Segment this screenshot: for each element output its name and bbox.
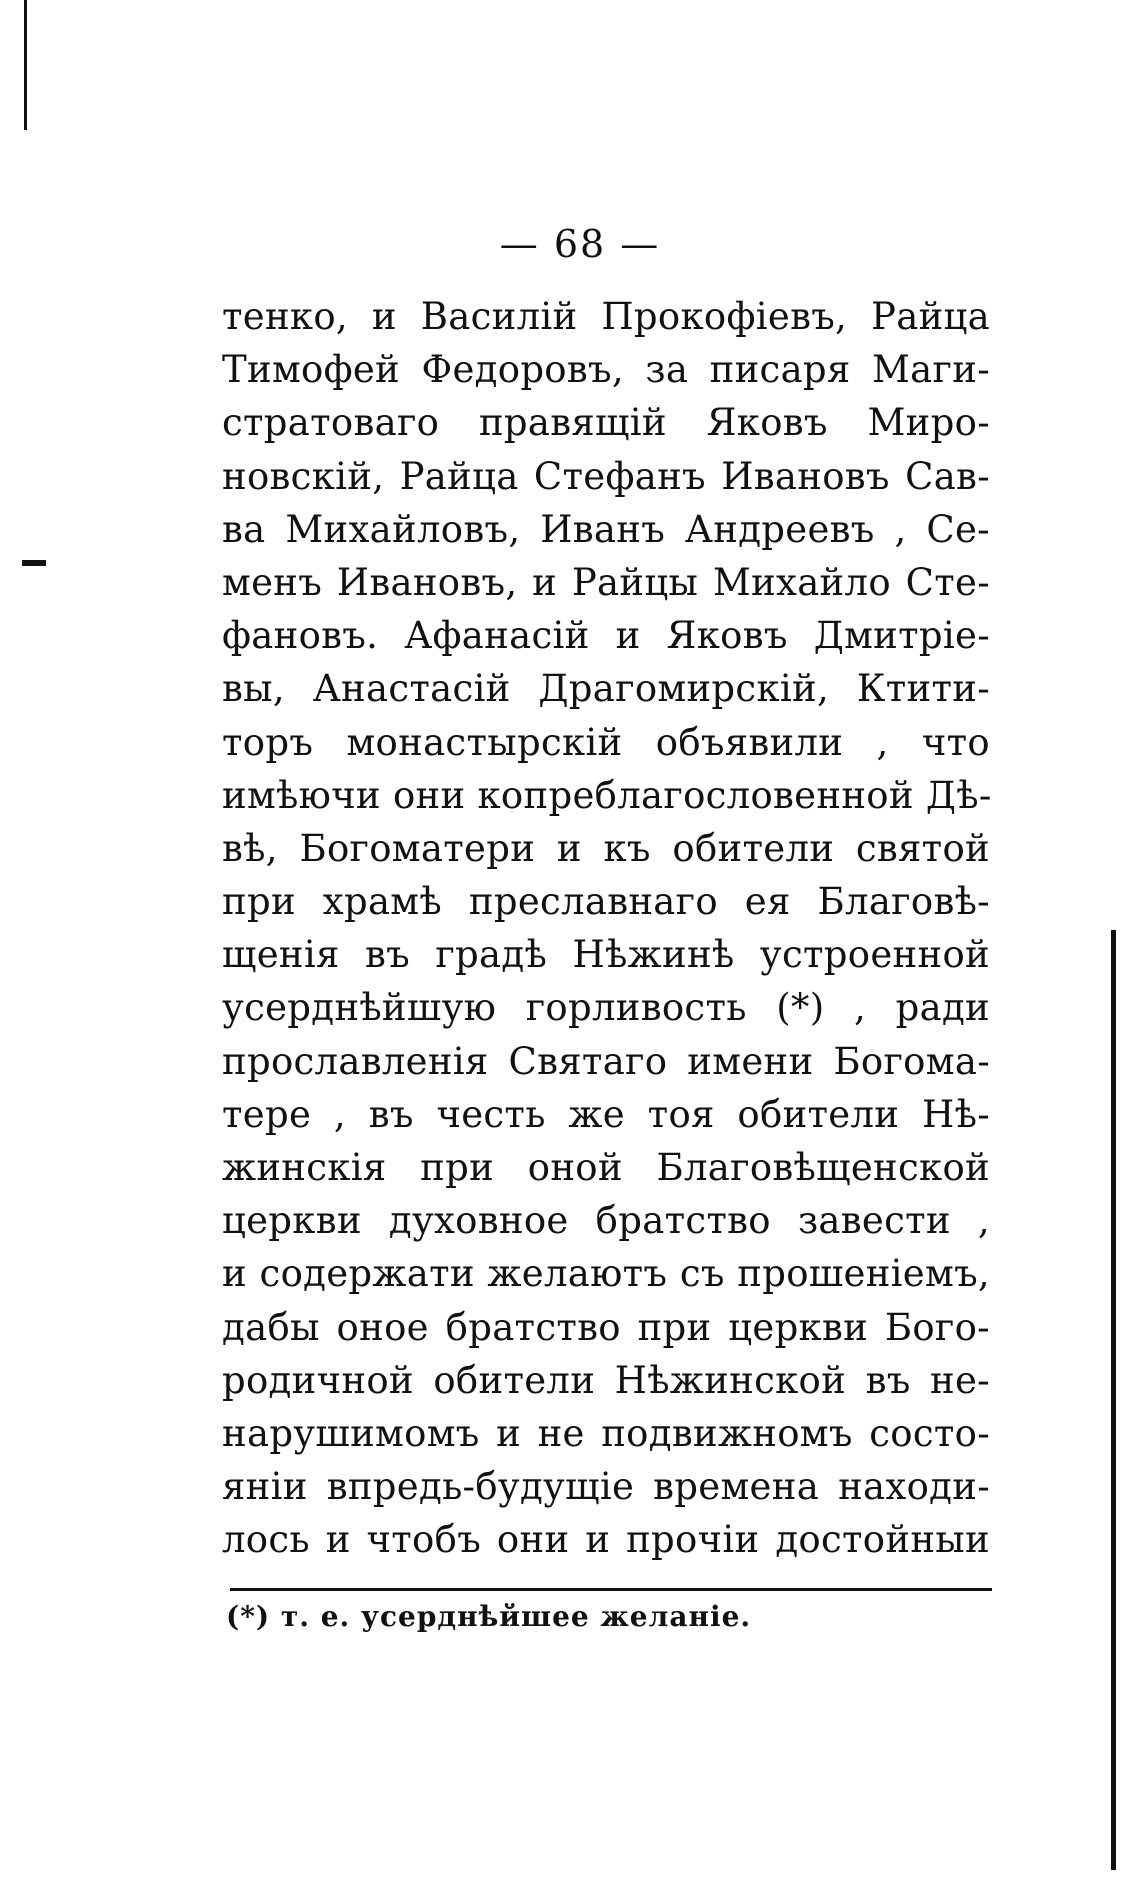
text-line: тере , въ честь же тоя обители Нѣ- (222, 1092, 990, 1136)
scan-edge-mark (1111, 930, 1116, 1870)
text-line: церкви духовное братство завести , (222, 1199, 990, 1243)
text-line: и содержати желаютъ съ прошеніемъ, (222, 1252, 990, 1296)
text-line: нарушимомъ и не подвижномъ состо- (222, 1411, 990, 1455)
text-line: вѣ, Богоматери и къ обители святой (222, 826, 990, 870)
text-line: при храмѣ преславнаго ея Благовѣ- (222, 880, 990, 924)
text-line: имѣючи они копреблагословенной Дѣ- (222, 773, 992, 817)
text-line: фановъ. Афанасій и Яковъ Дмитріе- (222, 614, 990, 658)
scan-edge-mark (24, 0, 27, 130)
text-line: стратоваго правящій Яковъ Миро- (222, 401, 990, 445)
scan-dash-mark (22, 560, 46, 566)
page-number: — 68 — (499, 222, 661, 266)
text-line: усерднѣйшую горливость (*) , ради (222, 986, 990, 1030)
text-line: торъ монастырскій объявили , что (222, 720, 990, 764)
text-line: щенія въ градѣ Нѣжинѣ устроенной (222, 933, 990, 977)
text-line: родичной обители Нѣжинской въ не- (222, 1358, 990, 1402)
text-line: новскій, Райца Стефанъ Ивановъ Сав- (222, 454, 990, 498)
text-line: вы, Анастасій Драгомирскій, Ктити- (222, 667, 990, 711)
text-line: жинскія при оной Благовѣщенской (222, 1146, 990, 1189)
body-text (222, 290, 990, 1567)
text-line: Тимофей Федоровъ, за писаря Маги- (222, 348, 990, 392)
text-line: тенко, и Василій Прокофіевъ, Райца (222, 295, 990, 338)
text-line: менъ Ивановъ, и Райцы Михайло Сте- (222, 560, 990, 604)
footnote-rule (230, 1588, 992, 1591)
text-line: ва Михайловъ, Иванъ Андреевъ , Се- (222, 507, 990, 551)
text-line: прославленія Святаго имени Богома- (222, 1039, 990, 1083)
text-line: лось и чтобъ они и прочіи достойныи (222, 1518, 990, 1562)
text-line: яніи впредь-будущіе времена находи- (222, 1465, 990, 1509)
text-line: дабы оное братство при церкви Бого- (222, 1305, 990, 1349)
footnote: (*) т. е. усерднѣйшее желаніе. (226, 1600, 752, 1633)
